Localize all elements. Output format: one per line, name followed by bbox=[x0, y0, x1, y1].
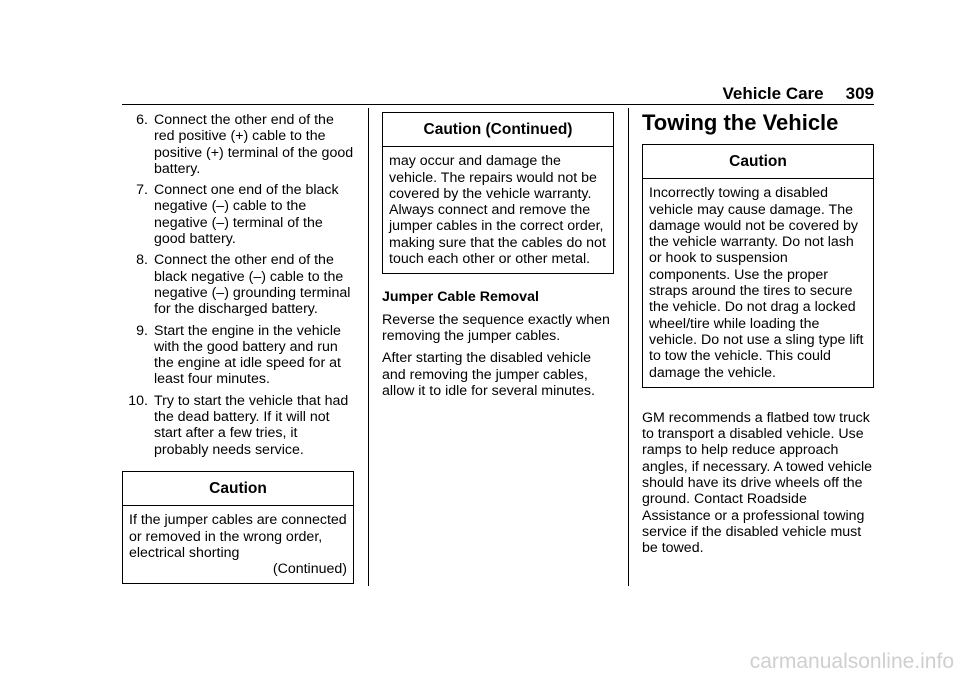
towing-caution-title: Caution bbox=[643, 145, 873, 179]
continued-label: (Continued) bbox=[272, 561, 347, 578]
step-number: 9. bbox=[136, 322, 148, 339]
watermark: carmanualsonline.info bbox=[749, 650, 954, 673]
towing-caution-body: Incorrectly towing a disabled vehicle may cause damage. The damage would not be covered by the vehicle warranty. Do not lash or hook to suspension components. Use the proper straps around the tires to secure the vehicle. Do not drag a locked wheel/tire while loading the vehicle. Do not use a sling type lift to tow the vehicle. This could damage the vehicle. bbox=[649, 185, 864, 381]
caution-continued-title: Caution (Continued) bbox=[383, 113, 613, 147]
jumper-removal-paragraph-1: Reverse the sequence exactly when removing the jumper cables. bbox=[382, 311, 610, 344]
step-text: Try to start the vehicle that had the dead battery. If it will not start after a few tries, it probably needs service. bbox=[154, 392, 349, 458]
page-header bbox=[122, 84, 874, 104]
caution-box bbox=[122, 471, 354, 584]
caution-continued-body: may occur and damage the vehicle. The repairs would not be covered by the vehicle warranty. Always connect and remove the jumper cables in the correct order, making sure that the cables do not touch each other or other metal. bbox=[389, 153, 606, 268]
caution-body bbox=[123, 506, 353, 583]
column-2 bbox=[382, 112, 614, 399]
jumper-removal-heading: Jumper Cable Removal bbox=[382, 289, 539, 306]
step-number: 10. bbox=[128, 392, 148, 409]
jumper-removal-paragraph-2: After starting the disabled vehicle and removing the jumper cables, allow it to idle for several minutes. bbox=[382, 350, 595, 399]
header-rule bbox=[122, 104, 874, 105]
step-number: 7. bbox=[136, 182, 148, 199]
towing-paragraph: GM recommends a flatbed tow truck to transport a disabled vehicle. Use ramps to help reduce approach angles, if necessary. A towed vehicle should have its drive wheels off the ground. Contact Roadside Assistance or a professional towing service if the disabled vehicle must be towed. bbox=[642, 409, 873, 557]
step-number: 8. bbox=[136, 252, 148, 269]
column-3 bbox=[642, 110, 874, 557]
towing-caution-box bbox=[642, 144, 874, 388]
step-list bbox=[122, 112, 354, 458]
caution-title: Caution bbox=[123, 472, 353, 506]
column-1 bbox=[122, 112, 354, 584]
step-text: Start the engine in the vehicle with the good battery and run the engine at idle speed for at least four minutes. bbox=[154, 322, 341, 388]
step-item bbox=[122, 252, 354, 317]
step-text: Connect one end of the black negative (–) cable to the negative (–) terminal of the good battery. bbox=[154, 182, 339, 248]
column-divider-2 bbox=[628, 108, 629, 586]
step-item bbox=[122, 323, 354, 388]
caution-continued-box bbox=[382, 112, 614, 274]
step-item bbox=[122, 393, 354, 458]
step-text: Connect the other end of the black negative (–) cable to the negative (–) grounding terminal for the discharged battery. bbox=[154, 252, 351, 318]
step-number: 6. bbox=[136, 112, 148, 128]
step-text: Connect the other end of the red positive (+) cable to the positive (+) terminal of the good battery. bbox=[154, 112, 354, 177]
column-divider-1 bbox=[368, 108, 369, 586]
step-item bbox=[122, 182, 354, 247]
caution-text: If the jumper cables are connected or removed in the wrong order, electrical shorting bbox=[129, 512, 347, 561]
section-title: Vehicle Care bbox=[722, 84, 824, 103]
step-item bbox=[122, 112, 354, 177]
towing-title: Towing the Vehicle bbox=[642, 110, 839, 135]
page-number: 309 bbox=[845, 84, 874, 103]
